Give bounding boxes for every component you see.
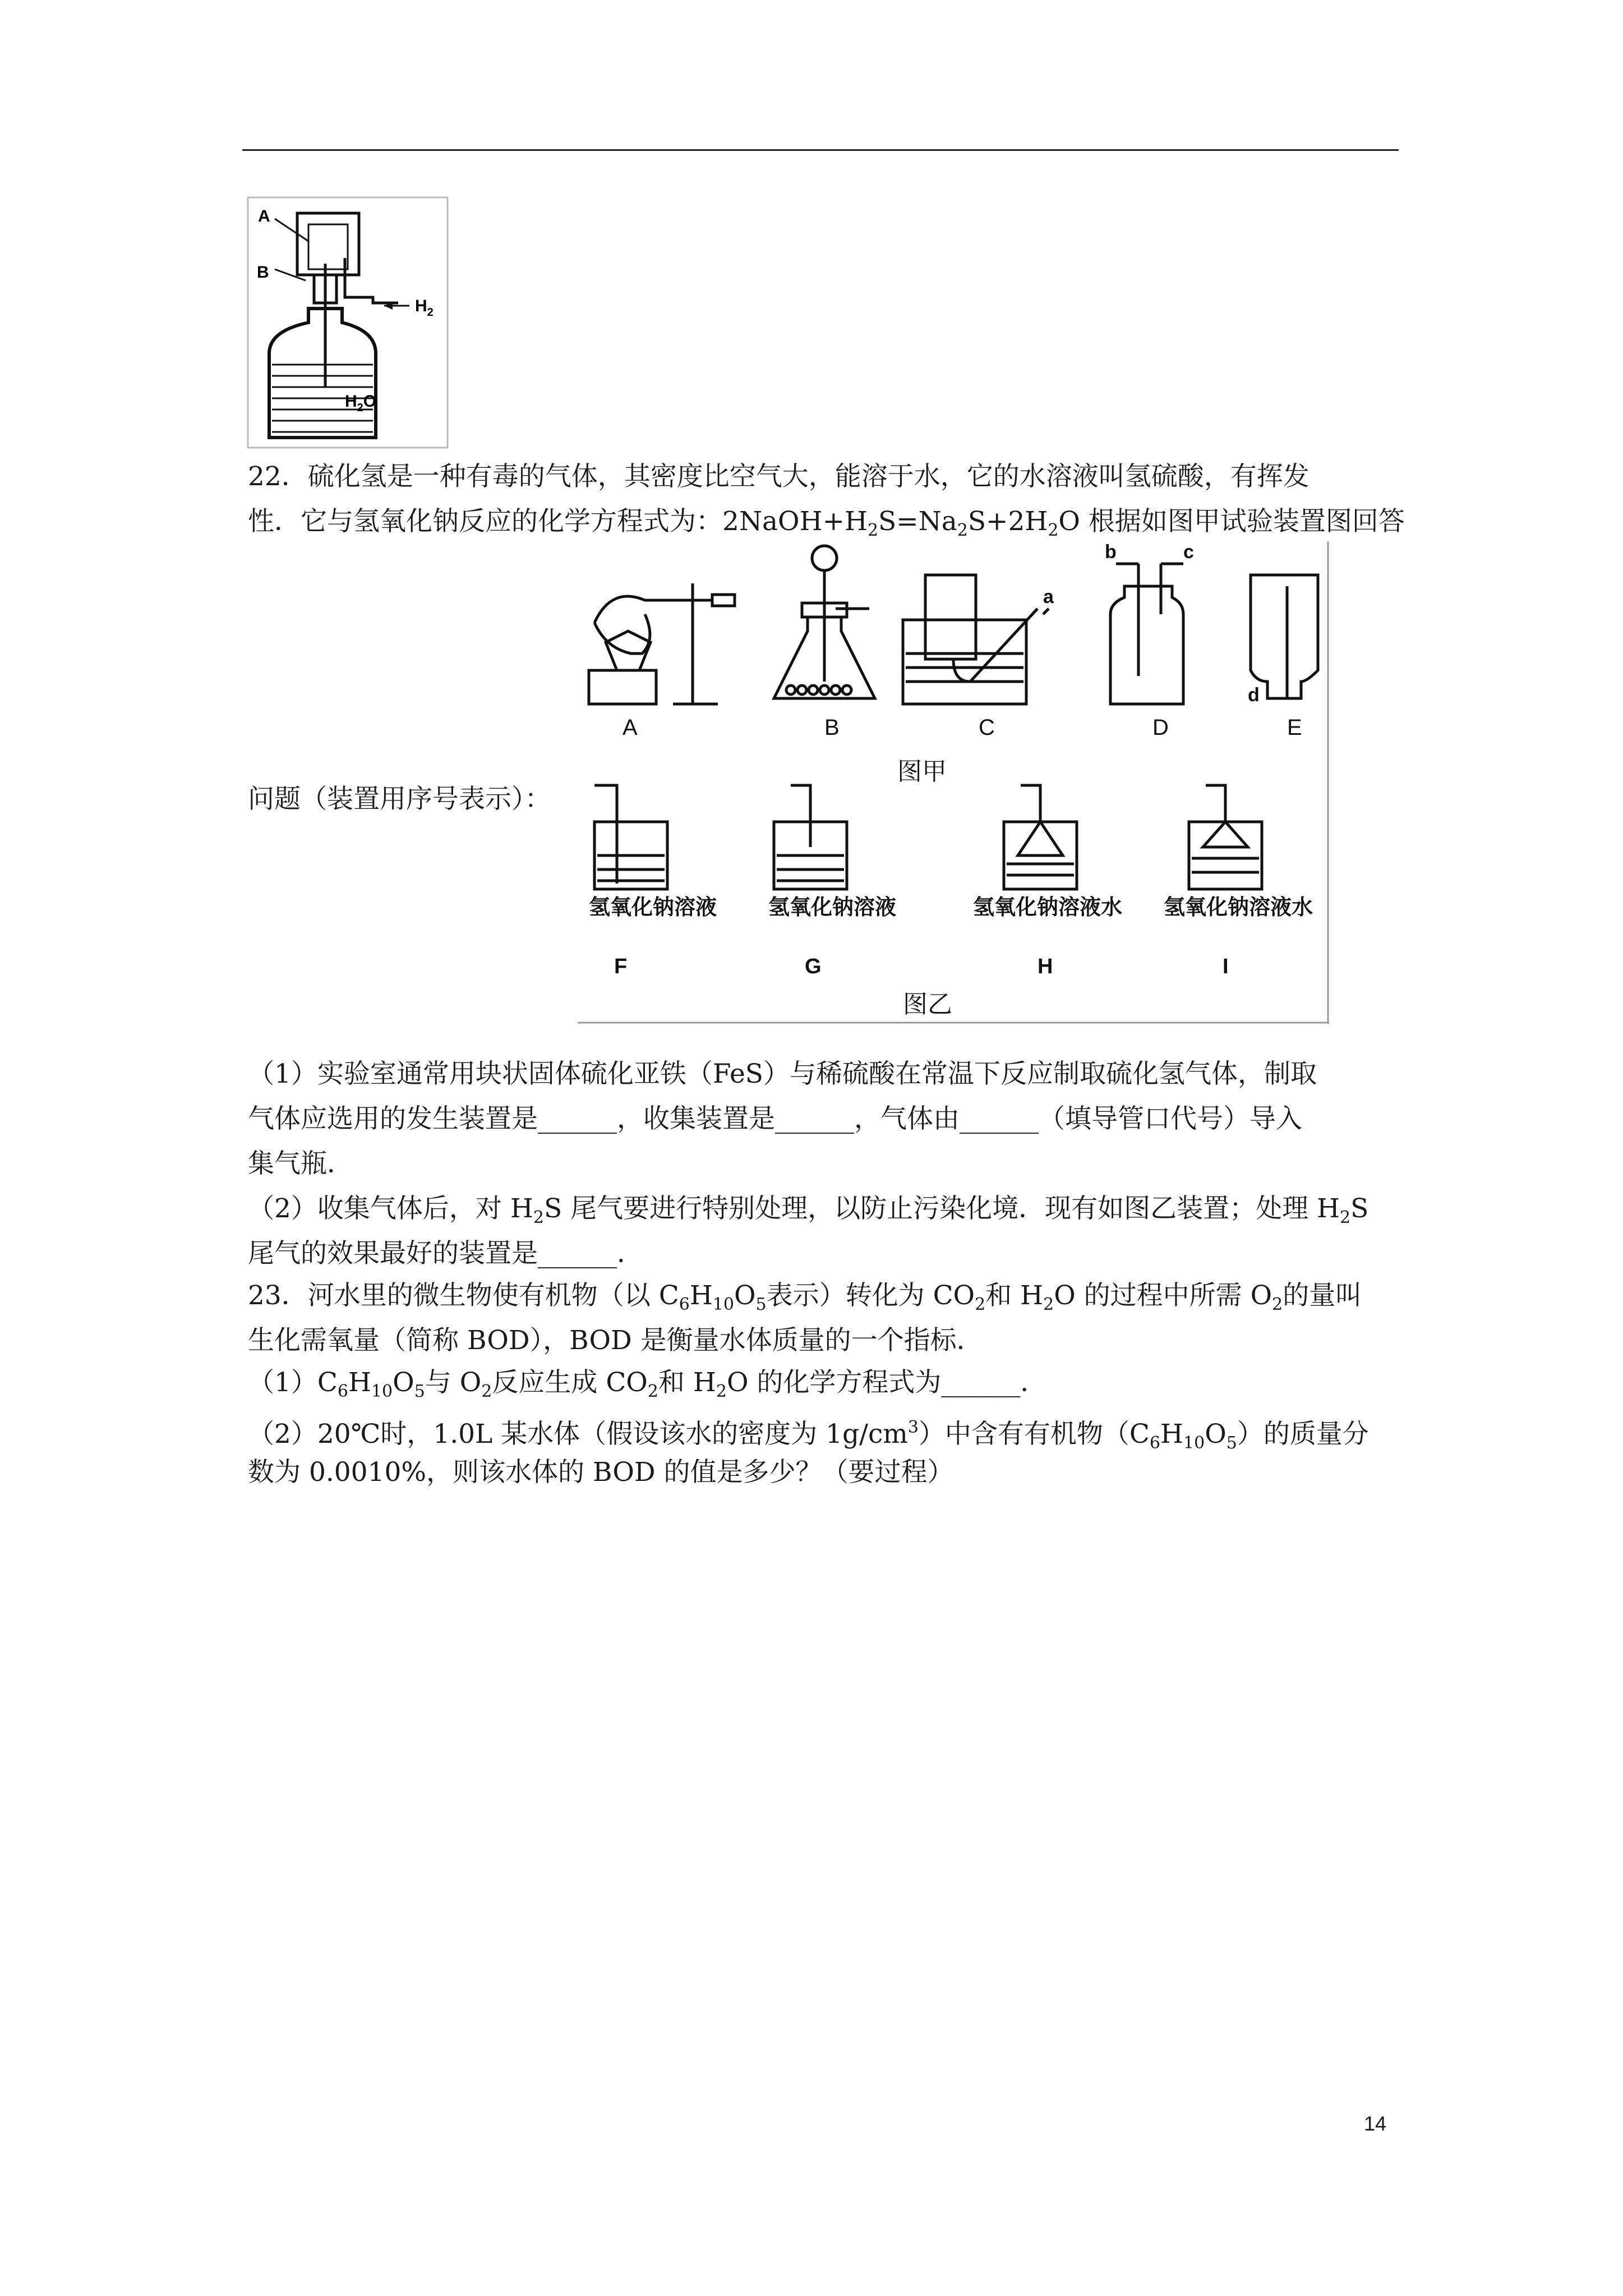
label-h2o: $H_2O$	[345, 392, 377, 414]
label-tube-b: b	[1105, 541, 1117, 563]
q22-line3: 问题（装置用序号表示）：	[248, 784, 551, 815]
q23-line2: 生化需氧量（简称 BOD），BOD 是衡量水体质量的一个指标．	[248, 1325, 983, 1356]
label-a: A	[258, 207, 270, 226]
label-tube-c: c	[1183, 541, 1194, 563]
label-b: B	[257, 263, 269, 282]
q23-line1: 23．河水里的微生物使有机物（以 $C_6H_{10}O_5$表示）转化为 $CO_2$和 $H_2O$ 的过程中所需 $O_2$的量叫	[248, 1280, 1362, 1314]
apparatus-d	[1110, 564, 1183, 704]
q23-2-line1: （2）20℃时，1.0L 某水体（假设该水的密度为 $1g/cm^3$）中含有有机物$(C_6H_{10}O_5)$的质量分	[248, 1418, 1369, 1453]
apparatus-e	[1251, 575, 1318, 698]
label-beaker-h: H	[1038, 955, 1053, 978]
label-apparatus-c: C	[979, 715, 995, 740]
beaker-g-text: 氢氧化钠溶液	[768, 896, 897, 919]
q22-1-line3: 集气瓶．	[248, 1148, 353, 1179]
apparatus-figure-jia-yi	[578, 541, 1329, 1024]
label-beaker-i: I	[1223, 955, 1229, 978]
label-apparatus-e: E	[1287, 715, 1302, 740]
beaker-i-text: 氢氧化钠溶液水	[1164, 896, 1313, 919]
label-h2: $H_2$	[415, 297, 434, 319]
top-apparatus-figure	[247, 196, 449, 449]
label-beaker-g: G	[805, 955, 822, 978]
q22-line1: 22．硫化氢是一种有毒的气体，其密度比空气大，能溶于水，它的水溶液叫氢硫酸，有挥发	[248, 461, 1310, 492]
page-number: 14	[1364, 2112, 1387, 2135]
q23-1-line: $(1)C_6H_{10}O_5$与 $O_2$反应生成 $CO_2$和 $H_2O$ 的化学方程式为______．	[248, 1367, 1047, 1401]
label-apparatus-d: D	[1152, 715, 1169, 740]
label-apparatus-b: B	[824, 715, 840, 740]
q22-2-line2: 尾气的效果最好的装置是______．	[248, 1238, 643, 1269]
label-tube-d: d	[1248, 684, 1260, 706]
beaker-h-text: 氢氧化钠溶液水	[973, 896, 1123, 919]
label-beaker-f: F	[614, 955, 628, 978]
label-tube-a: a	[1043, 586, 1054, 608]
q22-line2: 性．它与氢氧化钠反应的化学方程式为：$2NaOH+H_2S=Na_2S+2H_2O$ 根据如图甲试验装置图回答	[248, 506, 1405, 540]
label-apparatus-a: A	[623, 715, 638, 740]
header-rule	[242, 149, 1399, 151]
q22-1-line1: （1）实验室通常用块状固体硫化亚铁（FeS）与稀硫酸在常温下反应制取硫化氢气体，制取	[248, 1059, 1317, 1089]
q22-1-line2: 气体应选用的发生装置是______，收集装置是______，气体由______（填导管口代号）导入	[248, 1103, 1302, 1134]
caption-jia: 图甲	[897, 758, 947, 785]
beaker-f-text: 氢氧化钠溶液	[589, 896, 717, 919]
apparatus-a	[589, 583, 735, 704]
apparatus-b	[774, 546, 875, 698]
q22-2-line1: （2）收集气体后，对 $H_2S$ 尾气要进行特别处理，以防止污染化境．现有如图乙装置；处理 $H_2S$	[248, 1193, 1369, 1227]
caption-yi: 图乙	[903, 991, 952, 1018]
apparatus-c	[903, 575, 1049, 704]
q23-2-line2: 数为 0.0010%，则该水体的 BOD 的值是多少？（要过程）	[248, 1457, 954, 1488]
